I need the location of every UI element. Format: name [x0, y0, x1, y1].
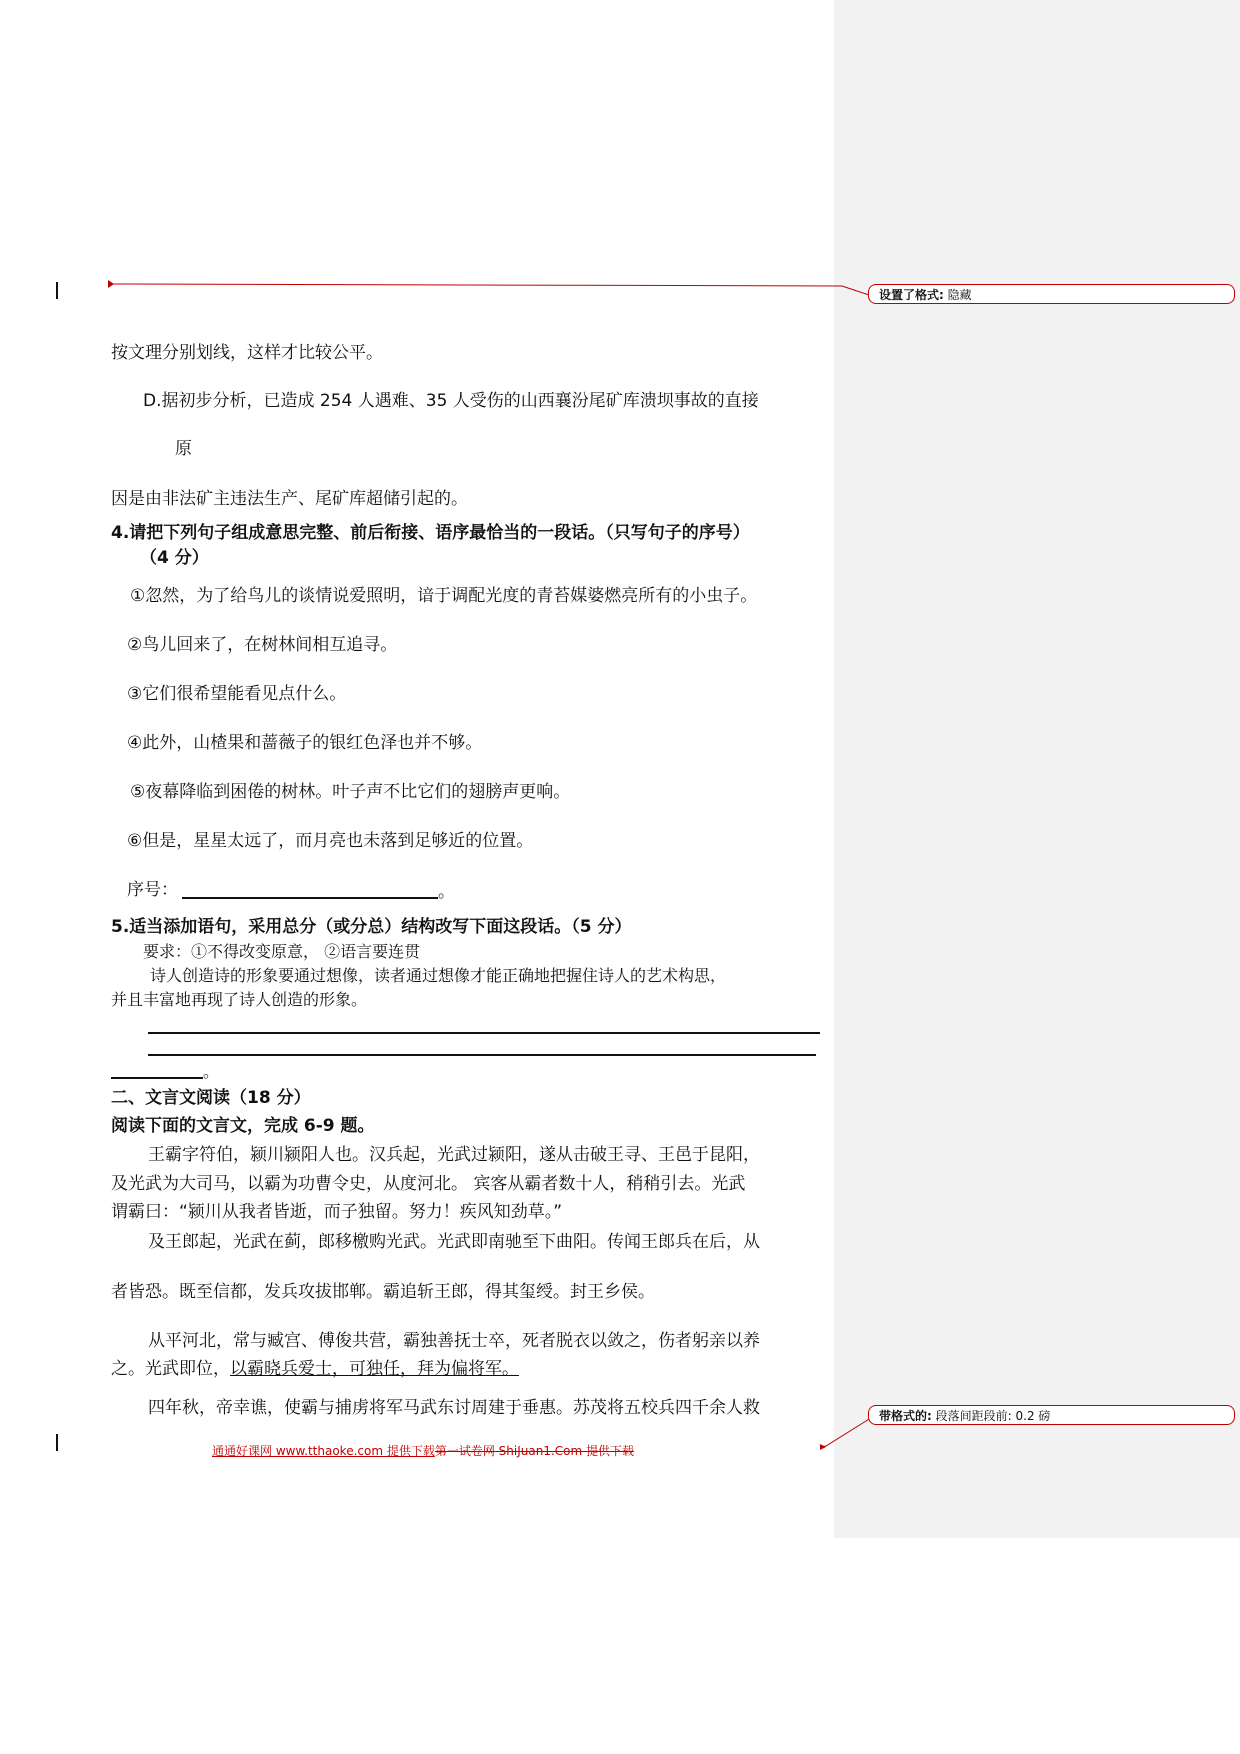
bottom-comment-connector — [820, 1416, 874, 1447]
comment-bottom-label: 带格式的: — [879, 1409, 932, 1423]
passage-p1-line-1: 王霸字符伯，颍川颍阳人也。汉兵起，光武过颍阳，遂从击破王寻、王邑于昆阳， — [148, 1145, 760, 1165]
line-4: 因是由非法矿主违法生产、尾矿库超储引起的。 — [111, 489, 468, 509]
q4-answer-blank[interactable] — [182, 897, 438, 899]
passage-p2-line-2: 者皆恐。既至信都，发兵攻拔邯郸。霸追斩王郎，得其玺绶。封王乡侯。 — [111, 1282, 655, 1302]
passage-p4-line-1: 四年秋，帝幸谯，使霸与捕虏将军马武东讨周建于垂惠。苏茂将五校兵四千余人救 — [148, 1398, 760, 1418]
footer-part-a: 通通好课网 www.tthaoke.com 提供下载 — [212, 1444, 435, 1458]
q4-score: （4 分） — [140, 548, 209, 568]
comment-balloon-bottom[interactable] — [868, 1405, 1235, 1425]
line-1: 按文理分别划线，这样才比较公平。 — [111, 343, 383, 363]
passage-p3-line-2 — [111, 1358, 519, 1380]
q5-text-2: 并且丰富地再现了诗人创造的形象。 — [111, 990, 368, 1009]
comment-bottom-value: 段落间距段前: 0.2 磅 — [935, 1409, 1051, 1423]
top-comment-anchor — [108, 280, 114, 288]
q4-answer-label: 序号： — [127, 880, 178, 900]
page-footer — [212, 1442, 634, 1459]
passage-p3-pre: 之。光武即位， — [111, 1359, 230, 1379]
q4-item-3: ③它们很希望能看见点什么。 — [127, 684, 347, 704]
q4-item-5: ⑤夜幕降临到困倦的树林。叶子声不比它们的翅膀声更响。 — [130, 782, 571, 802]
passage-p3-underlined: 以霸晓兵爱士，可独任，拜为偏将军。 — [230, 1359, 519, 1379]
q4-answer-end: 。 — [438, 882, 455, 902]
passage-p3-line-1: 从平河北，常与臧宫、傅俊共营，霸独善抚士卒，死者脱衣以敛之，伤者躬亲以养 — [148, 1331, 760, 1351]
section2-instruction: 阅读下面的文言文，完成 6-9 题。 — [111, 1116, 375, 1136]
q4-item-2: ②鸟儿回来了，在树林间相互追寻。 — [127, 635, 398, 655]
q5-answer-line-2[interactable] — [148, 1054, 816, 1056]
section2-title: 二、文言文阅读（18 分） — [111, 1088, 311, 1108]
q5-answer-line-1[interactable] — [148, 1032, 820, 1034]
comment-balloon-top[interactable] — [868, 284, 1235, 304]
line-2: D.据初步分析，已造成 254 人遇难、35 人受伤的山西襄汾尾矿库溃坝事故的直接 — [143, 391, 759, 411]
top-comment-connector — [110, 284, 872, 296]
q4-item-1: ①忽然，为了给鸟儿的谈情说爱照明，谙于调配光度的青苔媒婆燃亮所有的小虫子。 — [130, 586, 758, 606]
q5-end: 。 — [203, 1062, 220, 1081]
line-3: 原 — [175, 439, 192, 459]
q5-requirement: 要求：①不得改变原意， ②语言要连贯 — [143, 942, 421, 961]
q4-item-6: ⑥但是，星星太远了，而月亮也未落到足够近的位置。 — [127, 831, 534, 851]
footer-part-b: 第一试卷网 ShiJuan1.Com 提供下载 — [434, 1444, 635, 1458]
q5-answer-line-3[interactable] — [111, 1077, 203, 1079]
q5-title: 5.适当添加语句，采用总分（或分总）结构改写下面这段话。（5 分） — [111, 917, 632, 937]
passage-p1-line-3: 谓霸曰：“颍川从我者皆逝，而子独留。努力！疾风知劲草。” — [111, 1202, 563, 1222]
comment-top-value: 隐藏 — [947, 288, 972, 302]
passage-p2-line-1: 及王郎起，光武在蓟，郎移檄购光武。光武即南驰至下曲阳。传闻王郎兵在后，从 — [148, 1232, 760, 1252]
comment-top-label: 设置了格式: — [879, 288, 944, 302]
q5-text-1: 诗人创造诗的形象要通过想像，读者通过想像才能正确地把握住诗人的艺术构思， — [150, 966, 727, 985]
q4-title: 4.请把下列句子组成意思完整、前后衔接、语序最恰当的一段话。（只写句子的序号） — [111, 523, 750, 543]
q4-item-4: ④此外，山楂果和蔷薇子的银红色泽也并不够。 — [127, 733, 483, 753]
passage-p1-line-2: 及光武为大司马，以霸为功曹令史，从度河北。 宾客从霸者数十人，稍稍引去。光武 — [111, 1174, 746, 1194]
bottom-comment-anchor — [820, 1444, 826, 1450]
